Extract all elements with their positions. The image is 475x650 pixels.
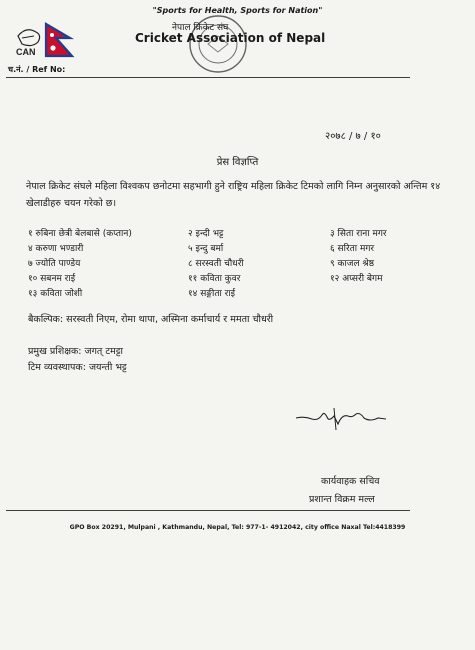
signatory-name: प्रशान्त विक्रम मल्ल [309,494,375,505]
ref-number-label: च.नं. / Ref No: [8,65,66,74]
player-item: ६ सरिता मगर [330,244,375,254]
player-item: ८ सरस्वती चौधरी [188,259,244,269]
org-name-nepali: नेपाल क्रिकेट संघ [172,23,229,33]
footer-address: GPO Box 20291, Mulpani , Kathmandu, Nepal, Tel: 977-1- 4912042, city office Naxal Tel:4418399 [69,524,406,531]
letter-date: २०७८ / ७ / १० [325,131,381,142]
footer-divider [6,510,410,511]
team-manager: टिम व्यवस्थापक: जयन्ती भट्ट [28,362,127,373]
player-item: ९ काजल श्रेष्ठ [330,259,375,269]
motto: "Sports for Health, Sports for Nation" [152,6,323,15]
reserve-players: बैकल्पिक: सरस्वती निएम, रोमा थापा, अस्मिना कर्माचार्य र ममता चौधरी [28,314,274,325]
handwritten-signature [294,404,404,434]
player-item: ७ ज्योति पाण्डेय [28,259,81,269]
player-item: १४ सङ्गीता राई [188,289,236,299]
player-item: १ रुबिना छेत्री बेलबासे (कप्तान) [28,229,132,239]
player-item: ५ इन्दु बर्मा [188,244,224,254]
player-item: ४ करुणा भण्डारी [28,244,84,254]
press-release-heading: प्रेस विज्ञप्ति [216,157,259,168]
logo-text: CAN [16,47,36,57]
header-divider [6,77,410,78]
player-item: २ इन्दी भट्ट [188,229,224,239]
org-name-english: Cricket Association of Nepal [135,31,326,45]
player-item: १३ कविता जोशी [28,289,83,299]
signatory-title: कार्यवाहक सचिव [321,476,380,487]
player-item: ११ कविता कुवर [188,274,241,284]
intro-paragraph: नेपाल क्रिकेट संघले महिला विश्वकप छनोटमा सहभागी हुने राष्ट्रिय महिला क्रिकेट टिमको लागि निम्न अनुसारको अन्तिम १४ खेलाडीहरु चयन गरेको छ। [26,181,441,209]
player-item: १२ अप्सरी बेगम [330,274,383,284]
player-item: १० सबनम राई [28,274,76,284]
player-item: ३ सिता राना मगर [330,229,387,239]
head-coach: प्रमुख प्रशिक्षक: जगत् टमट्टा [28,346,123,357]
can-logo [12,22,80,60]
